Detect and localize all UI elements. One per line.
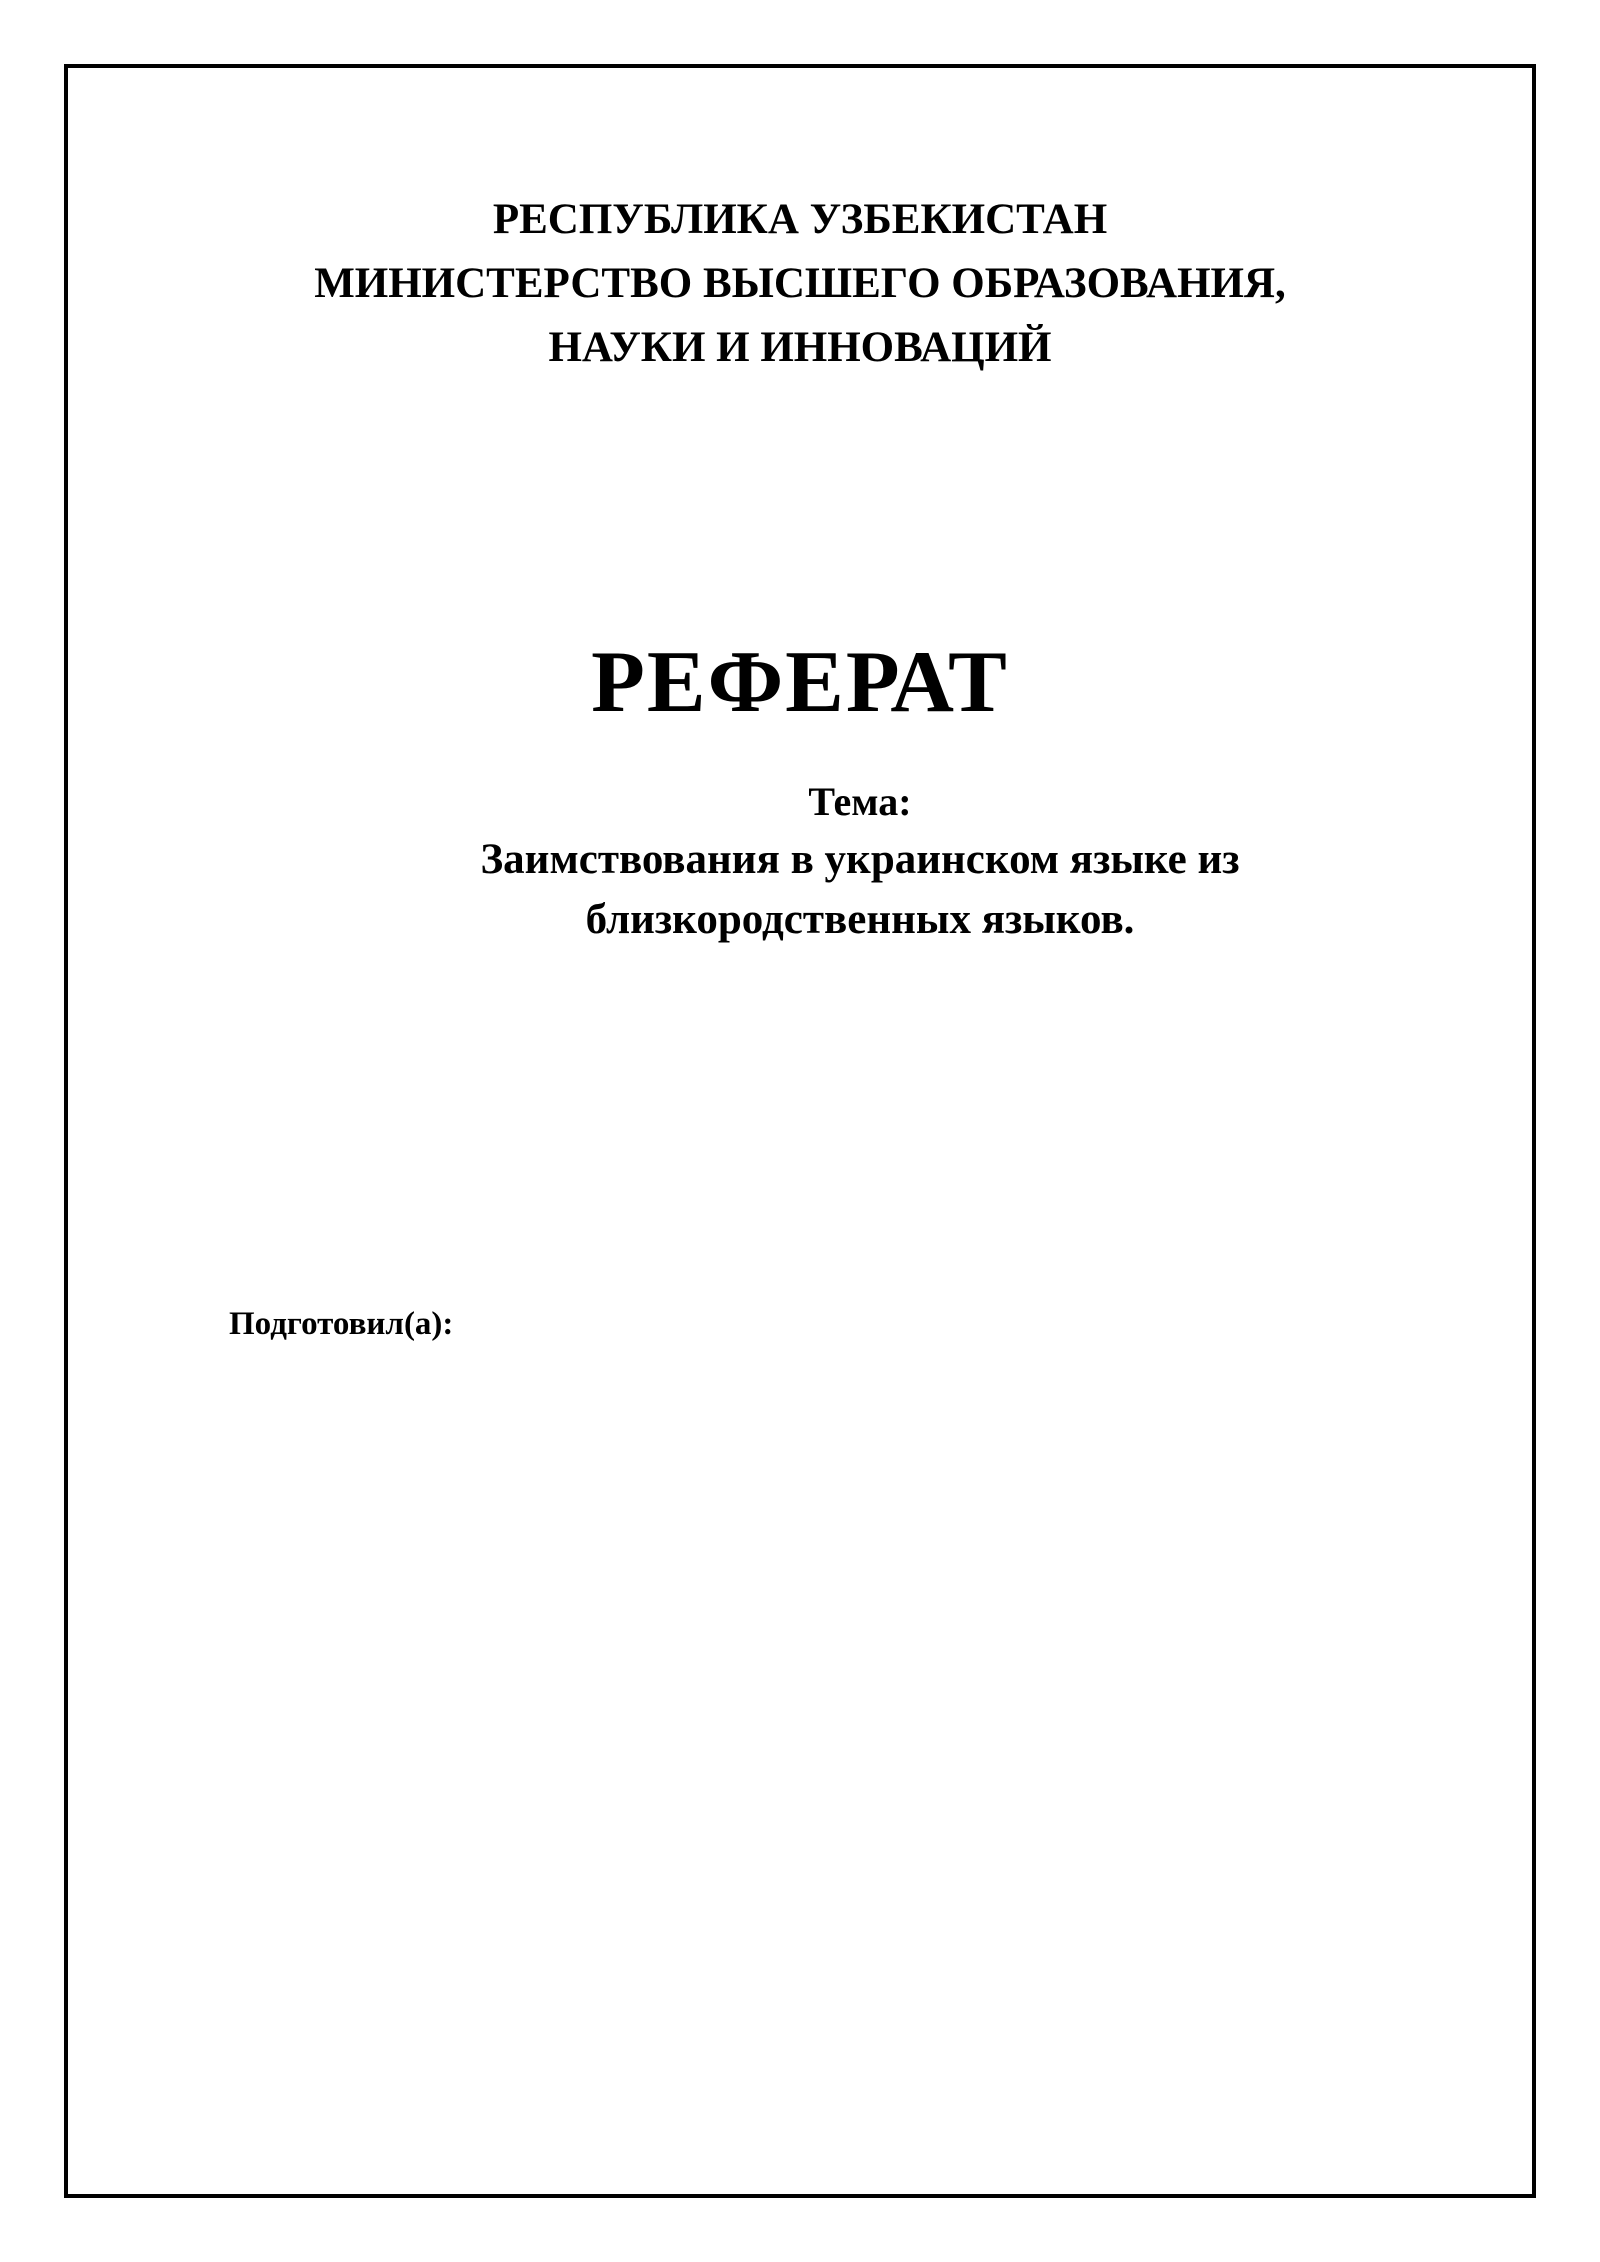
- topic-title: [0, 830, 1600, 950]
- document-type-title: РЕФЕРАТ: [591, 634, 1009, 731]
- ministry-name-line-2: НАУКИ И ИННОВАЦИЙ: [548, 324, 1052, 371]
- prepared-by-label: Подготовил(а):: [229, 1306, 454, 1342]
- topic-title-line-2: близкородственных языков.: [585, 896, 1135, 943]
- topic-title-line-1: Заимствования в украинском языке из: [480, 836, 1240, 883]
- ministry-name-line-1: МИНИСТЕРСТВО ВЫСШЕГО ОБРАЗОВАНИЯ,: [314, 260, 1286, 307]
- topic-label: Тема:: [808, 779, 912, 824]
- institution-header: [0, 188, 1600, 380]
- page-frame: [64, 64, 1536, 2198]
- country-name: РЕСПУБЛИКА УЗБЕКИСТАН: [492, 196, 1108, 243]
